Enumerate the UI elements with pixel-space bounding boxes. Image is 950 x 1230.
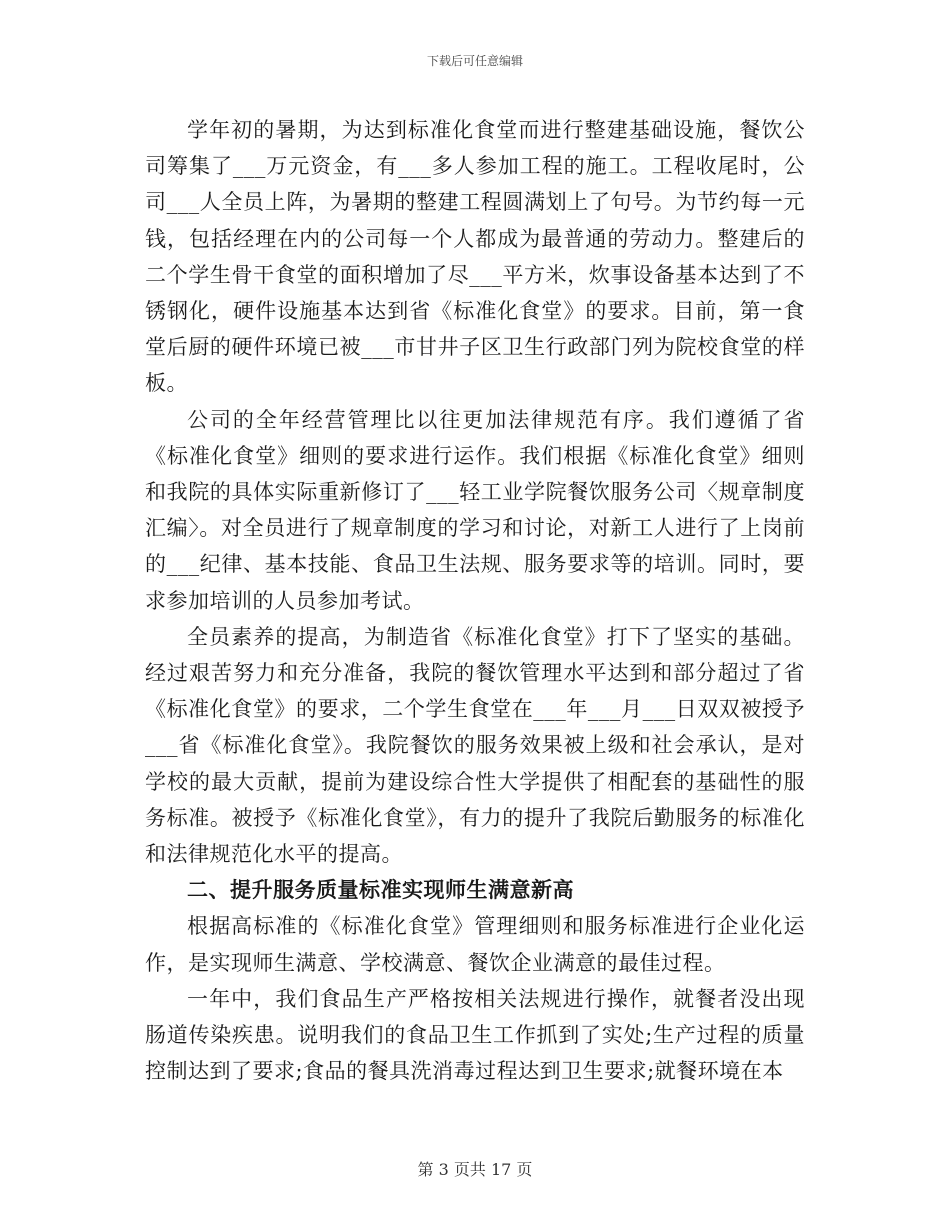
paragraph: 学年初的暑期，为达到标准化食堂而进行整建基础设施，餐饮公司筹集了___万元资金，有___多人参加工程的施工。工程收尾时，公司___人全员上阵，为暑期的整建工程圆满划上了句号。为节约每一元钱，包括经理在内的公司每一个人都成为最普通的劳动力。整建后的二个学生骨干食堂的面积增加了尽___平方米，炊事设备基本达到了不锈钢化，硬件设施基本达到省《标准化食堂》的要求。目前，第一食堂后厨的硬件环境已被___市甘井子区卫生行政部门列为院校食堂的样板。 bbox=[145, 118, 805, 396]
page-number: 第 3 页共 17 页 bbox=[417, 1160, 533, 1179]
page-header: 下载后可任意编辑 bbox=[426, 54, 523, 68]
section-heading: 二、提升服务质量标准实现师生满意新高 bbox=[187, 877, 574, 903]
document-body bbox=[145, 112, 805, 1089]
paragraph: 公司的全年经营管理比以往更加法律规范有序。我们遵循了省《标准化食堂》细则的要求进行运作。我们根据《标准化食堂》细则和我院的具体实际重新修订了___轻工业学院餐饮服务公司〈规章制度汇编〉。对全员进行了规章制度的学习和讨论，对新工人进行了上岗前的___纪律、基本技能、食品卫生法规、服务要求等的培训。同时，要求参加培训的人员参加考试。 bbox=[145, 407, 805, 613]
paragraph: 根据高标准的《标准化食堂》管理细则和服务标准进行企业化运作，是实现师生满意、学校满意、餐饮企业满意的最佳过程。 bbox=[145, 914, 805, 975]
paragraph: 全员素养的提高，为制造省《标准化食堂》打下了坚实的基础。经过艰苦努力和充分准备，我院的餐饮管理水平达到和部分超过了省《标准化食堂》的要求，二个学生食堂在___年___月___日双双被授予___省《标准化食堂》。我院餐饮的服务效果被上级和社会承认，是对学校的最大贡献，提前为建设综合性大学提供了相配套的基础性的服务标准。被授予《标准化食堂》，有力的提升了我院后勤服务的标准化和法律规范化水平的提高。 bbox=[145, 624, 805, 867]
paragraph: 一年中，我们食品生产严格按相关法规进行操作，就餐者没出现肠道传染疾患。说明我们的食品卫生工作抓到了实处;生产过程的质量控制达到了要求;食品的餐具洗消毒过程达到卫生要求;就餐环境在本 bbox=[145, 986, 805, 1084]
